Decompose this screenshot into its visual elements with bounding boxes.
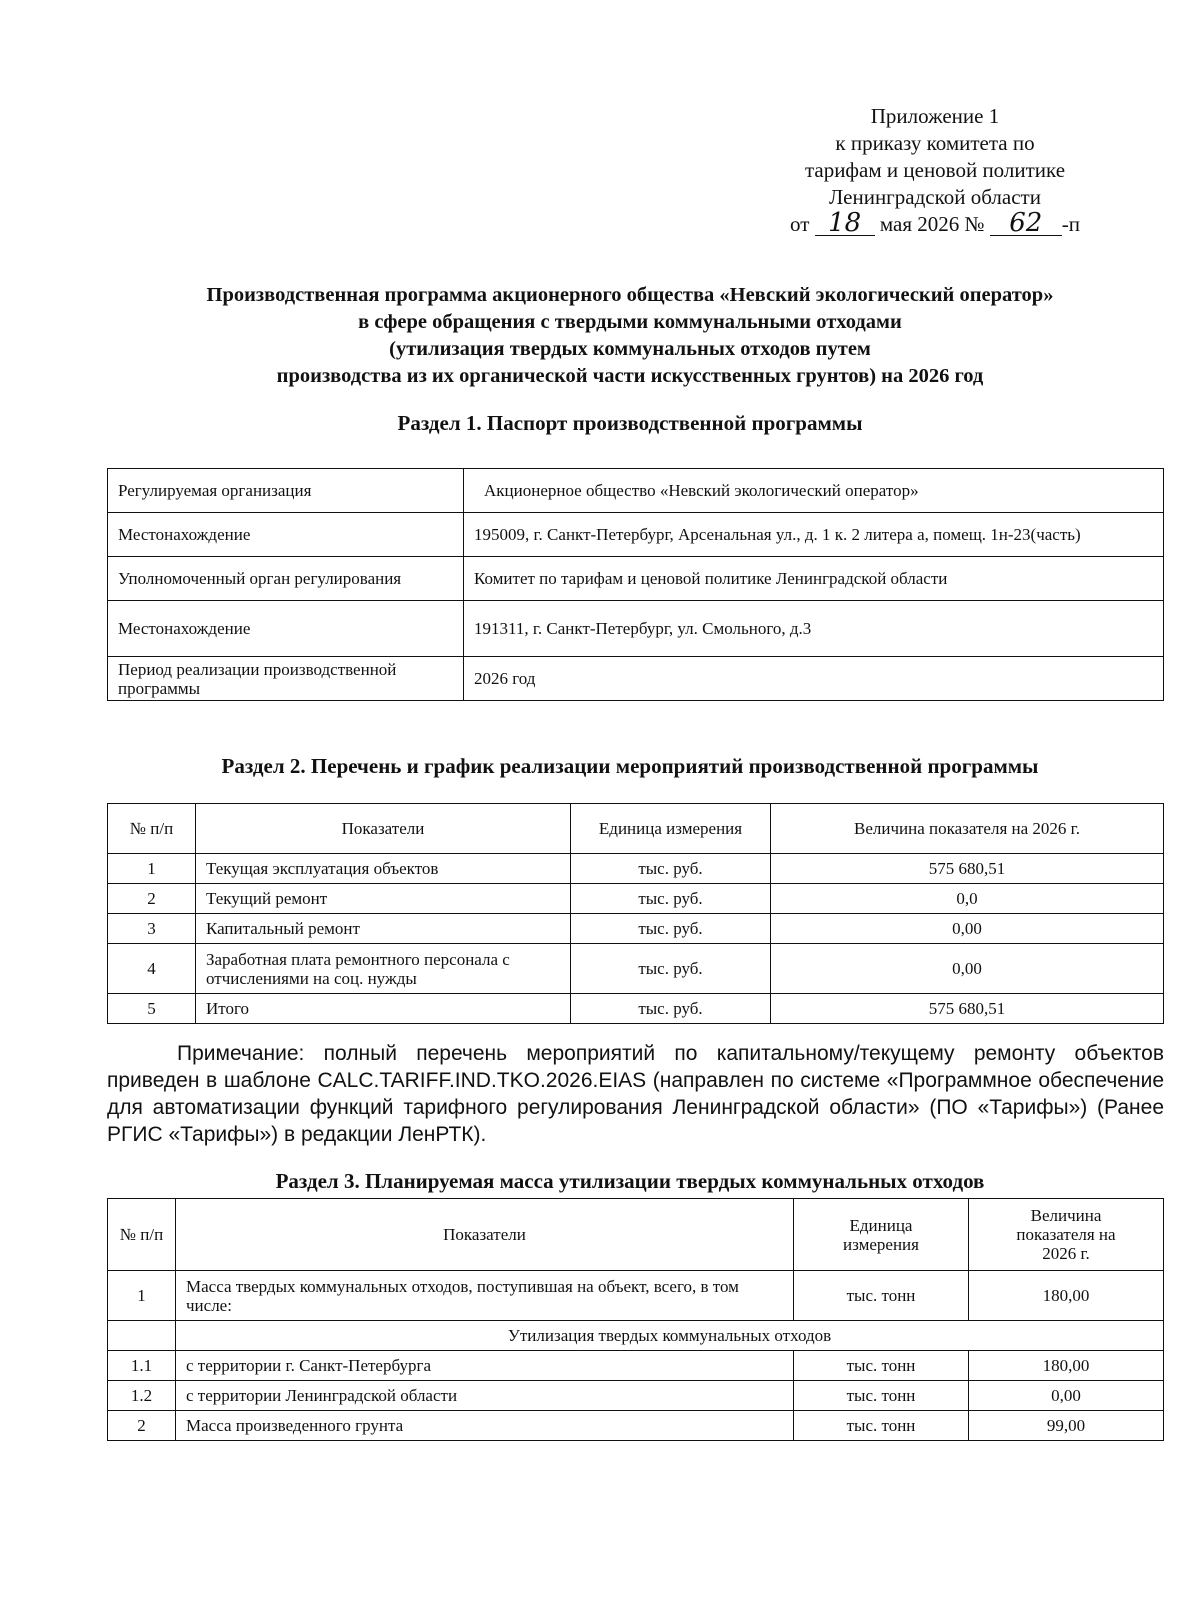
section2-note: Примечание: полный перечень мероприятий по капитальному/текущему ремонту объектов приведен в шаблоне CALC.TARIFF.IND.TKO.2026.EIAS (направлен по системе «Программное обеспечение для автоматизации функций тарифного регулирования Ленинградской области» (ПО «Тарифы») (Ранее РГИС «Тарифы») в редакции ЛенРТК).	[107, 1042, 1164, 1146]
row-indicator: с территории Ленинградской области	[176, 1381, 794, 1411]
table-row	[108, 557, 1164, 601]
table-row	[108, 1271, 1164, 1321]
number-suffix: -п	[1061, 212, 1081, 236]
table-subheader-row	[108, 1321, 1164, 1351]
row-value: 180,00	[969, 1271, 1164, 1321]
passport-value: 195009, г. Санкт-Петербург, Арсенальная ул., д. 1 к. 2 литера а, помещ. 1н-23(часть)	[464, 513, 1164, 557]
table-row	[108, 601, 1164, 657]
appendix-line4: Ленинградской области	[829, 185, 1041, 209]
title-line1: Производственная программа акционерного общества «Невский экологический оператор»	[206, 284, 1054, 306]
row-value: 99,00	[969, 1411, 1164, 1441]
passport-value: 2026 год	[464, 657, 1164, 701]
table-row	[108, 657, 1164, 701]
row-unit: тыс. руб.	[571, 884, 771, 914]
passport-label: Период реализации производственной программы	[108, 657, 464, 701]
row-num: 2	[108, 1411, 176, 1441]
section1-title: Раздел 1. Паспорт производственной программы	[397, 411, 863, 435]
row-value: 0,0	[771, 884, 1164, 914]
table-row	[108, 854, 1164, 884]
table-header-row	[108, 804, 1164, 854]
row-value: 180,00	[969, 1351, 1164, 1381]
title-line2: в сфере обращения с твердыми коммунальными отходами	[358, 311, 902, 333]
appendix-line2: к приказу комитета по	[835, 131, 1035, 155]
row-unit: тыс. руб.	[571, 944, 771, 994]
row-value: 0,00	[771, 944, 1164, 994]
row-unit: тыс. тонн	[794, 1351, 969, 1381]
table-row	[108, 1381, 1164, 1411]
passport-label: Местонахождение	[108, 601, 464, 657]
header-value: Величина показателя на 2026 г.	[771, 804, 1164, 854]
handwritten-day: 18	[815, 211, 875, 236]
order-date-line	[770, 208, 1100, 238]
passport-value: Комитет по тарифам и ценовой политике Ленинградской области	[464, 557, 1164, 601]
passport-value: Акционерное общество «Невский экологический оператор»	[464, 469, 1164, 513]
subheader-label: Утилизация твердых коммунальных отходов	[176, 1321, 1164, 1351]
passport-label: Местонахождение	[108, 513, 464, 557]
passport-value: 191311, г. Санкт-Петербург, ул. Смольного, д.3	[464, 601, 1164, 657]
table-row	[108, 469, 1164, 513]
row-num: 5	[108, 994, 196, 1024]
header-unit: Единица измерения	[571, 804, 771, 854]
header-indicator: Показатели	[176, 1199, 794, 1271]
passport-label: Регулируемая организация	[108, 469, 464, 513]
row-indicator: Масса твердых коммунальных отходов, поступившая на объект, всего, в том числе:	[176, 1271, 794, 1321]
passport-table	[107, 468, 1164, 701]
row-num: 3	[108, 914, 196, 944]
table-row	[108, 914, 1164, 944]
row-num: 2	[108, 884, 196, 914]
activities-table	[107, 803, 1164, 1024]
row-indicator: Итого	[196, 994, 571, 1024]
table-row	[108, 884, 1164, 914]
header-num: № п/п	[108, 804, 196, 854]
date-rest: мая 2026 №	[879, 212, 985, 236]
header-unit: Единица измерения	[794, 1199, 969, 1271]
appendix-line3: тарифам и ценовой политике	[804, 158, 1066, 182]
handwritten-number: 62	[990, 211, 1062, 236]
row-unit: тыс. тонн	[794, 1271, 969, 1321]
row-value: 0,00	[771, 914, 1164, 944]
document-title	[90, 282, 1170, 390]
row-indicator: Капитальный ремонт	[196, 914, 571, 944]
row-value: 0,00	[969, 1381, 1164, 1411]
title-line4: производства из их органической части искусственных грунтов) на 2026 год	[276, 365, 984, 387]
table-row	[108, 1411, 1164, 1441]
appendix-block	[770, 103, 1100, 238]
row-unit: тыс. тонн	[794, 1381, 969, 1411]
row-indicator: Масса произведенного грунта	[176, 1411, 794, 1441]
table-header-row	[108, 1199, 1164, 1271]
row-unit: тыс. руб.	[571, 994, 771, 1024]
row-num: 1	[108, 854, 196, 884]
row-indicator: Заработная плата ремонтного персонала с отчислениями на соц. нужды	[196, 944, 571, 994]
row-num: 1	[108, 1271, 176, 1321]
date-prefix: от	[789, 212, 810, 236]
title-line3: (утилизация твердых коммунальных отходов путем	[389, 338, 871, 360]
passport-label: Уполномоченный орган регулирования	[108, 557, 464, 601]
table-row	[108, 994, 1164, 1024]
row-indicator: Текущий ремонт	[196, 884, 571, 914]
table-row	[108, 944, 1164, 994]
row-unit: тыс. руб.	[571, 854, 771, 884]
empty-cell	[108, 1321, 176, 1351]
header-value: Величина показателя на 2026 г.	[969, 1199, 1164, 1271]
row-indicator: с территории г. Санкт-Петербурга	[176, 1351, 794, 1381]
waste-mass-table	[107, 1198, 1164, 1441]
row-value: 575 680,51	[771, 994, 1164, 1024]
row-num: 4	[108, 944, 196, 994]
header-num: № п/п	[108, 1199, 176, 1271]
row-unit: тыс. руб.	[571, 914, 771, 944]
table-row	[108, 513, 1164, 557]
table-row	[108, 1351, 1164, 1381]
row-indicator: Текущая эксплуатация объектов	[196, 854, 571, 884]
header-indicator: Показатели	[196, 804, 571, 854]
appendix-line1: Приложение 1	[870, 104, 1000, 128]
section3-title: Раздел 3. Планируемая масса утилизации твердых коммунальных отходов	[275, 1169, 985, 1193]
row-num: 1.1	[108, 1351, 176, 1381]
section2-title: Раздел 2. Перечень и график реализации мероприятий производственной программы	[221, 754, 1039, 778]
row-num: 1.2	[108, 1381, 176, 1411]
row-value: 575 680,51	[771, 854, 1164, 884]
row-unit: тыс. тонн	[794, 1411, 969, 1441]
